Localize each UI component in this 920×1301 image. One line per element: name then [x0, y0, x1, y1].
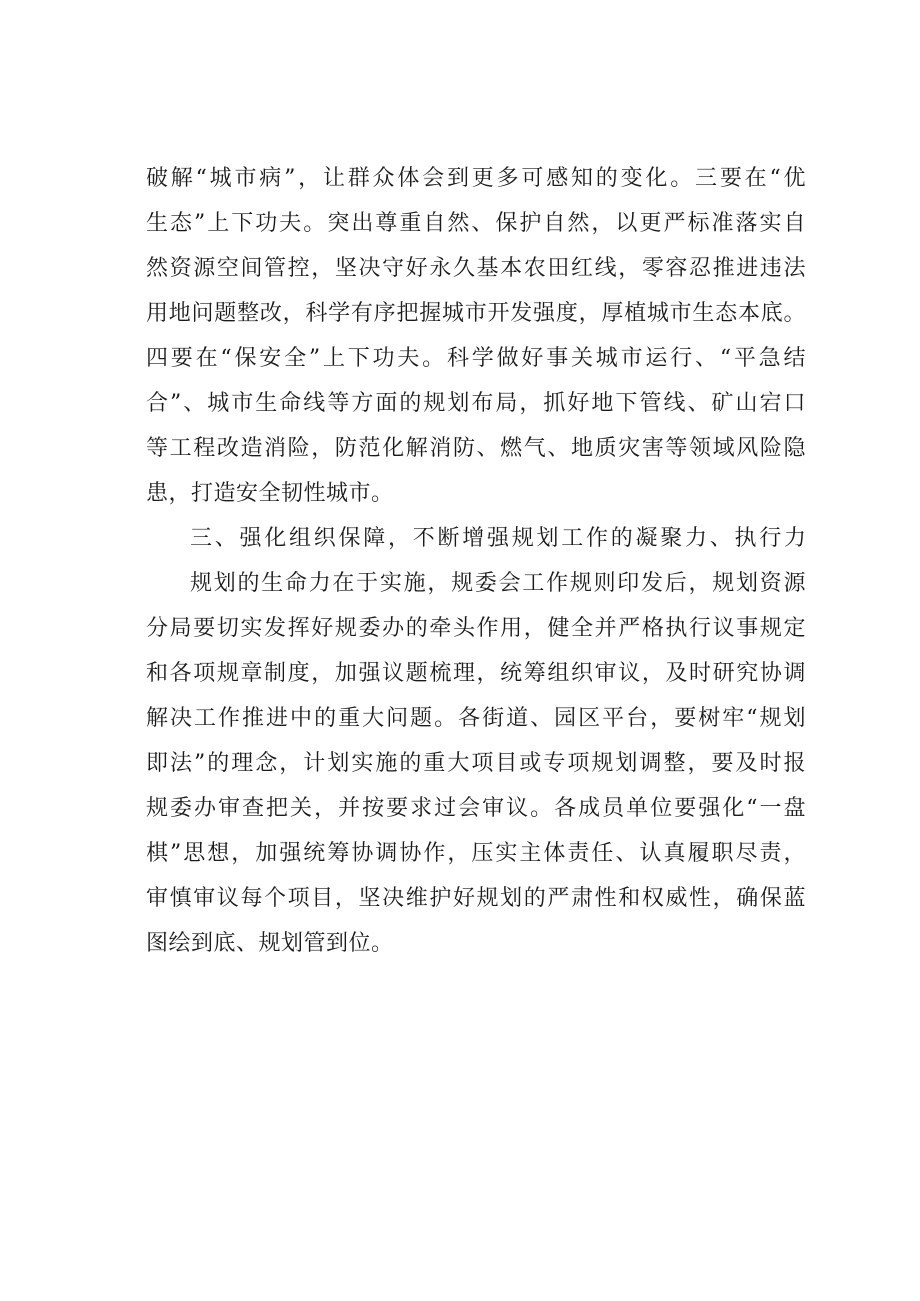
body-text-line: 生态”上下功夫。突出尊重自然、保护自然，以更严标准落实自 — [146, 211, 806, 236]
body-text-line: 合”、城市生命线等方面的规划布局，抓好地下管线、矿山宕口 — [146, 391, 806, 416]
body-text-line: 破解“城市病”，让群众体会到更多可感知的变化。三要在“优 — [146, 166, 806, 191]
body-text-line: 分局要切实发挥好规委办的牵头作用，健全并严格执行议事规定 — [146, 616, 806, 641]
body-text-line: 用地问题整改，科学有序把握城市开发强度，厚植城市生态本底。 — [146, 301, 806, 326]
body-text-line: 患，打造安全韧性城市。 — [146, 481, 394, 506]
body-text-line: 规委办审查把关，并按要求过会审议。各成员单位要强化“一盘 — [146, 796, 806, 821]
body-text-line: 规划的生命力在于实施，规委会工作规则印发后，规划资源 — [190, 571, 806, 596]
body-text-line: 和各项规章制度，加强议题梳理，统筹组织审议，及时研究协调 — [146, 661, 806, 686]
body-text-line: 解决工作推进中的重大问题。各街道、园区平台，要树牢“规划 — [146, 706, 806, 731]
body-text-line: 四要在“保安全”上下功夫。科学做好事关城市运行、“平急结 — [146, 346, 806, 371]
body-text-line: 等工程改造消险，防范化解消防、燃气、地质灾害等领域风险隐 — [146, 436, 806, 461]
body-text-line: 即法”的理念，计划实施的重大项目或专项规划调整，要及时报 — [146, 751, 806, 776]
body-text-line: 然资源空间管控，坚决守好永久基本农田红线，零容忍推进违法 — [146, 256, 806, 281]
body-text-line: 图绘到底、规划管到位。 — [146, 931, 394, 956]
body-text-line: 审慎审议每个项目，坚决维护好规划的严肃性和权威性，确保蓝 — [146, 886, 806, 911]
section-heading: 三、强化组织保障，不断增强规划工作的凝聚力、执行力 — [190, 526, 806, 551]
body-text-line: 棋”思想，加强统筹协调协作，压实主体责任、认真履职尽责， — [146, 841, 806, 866]
